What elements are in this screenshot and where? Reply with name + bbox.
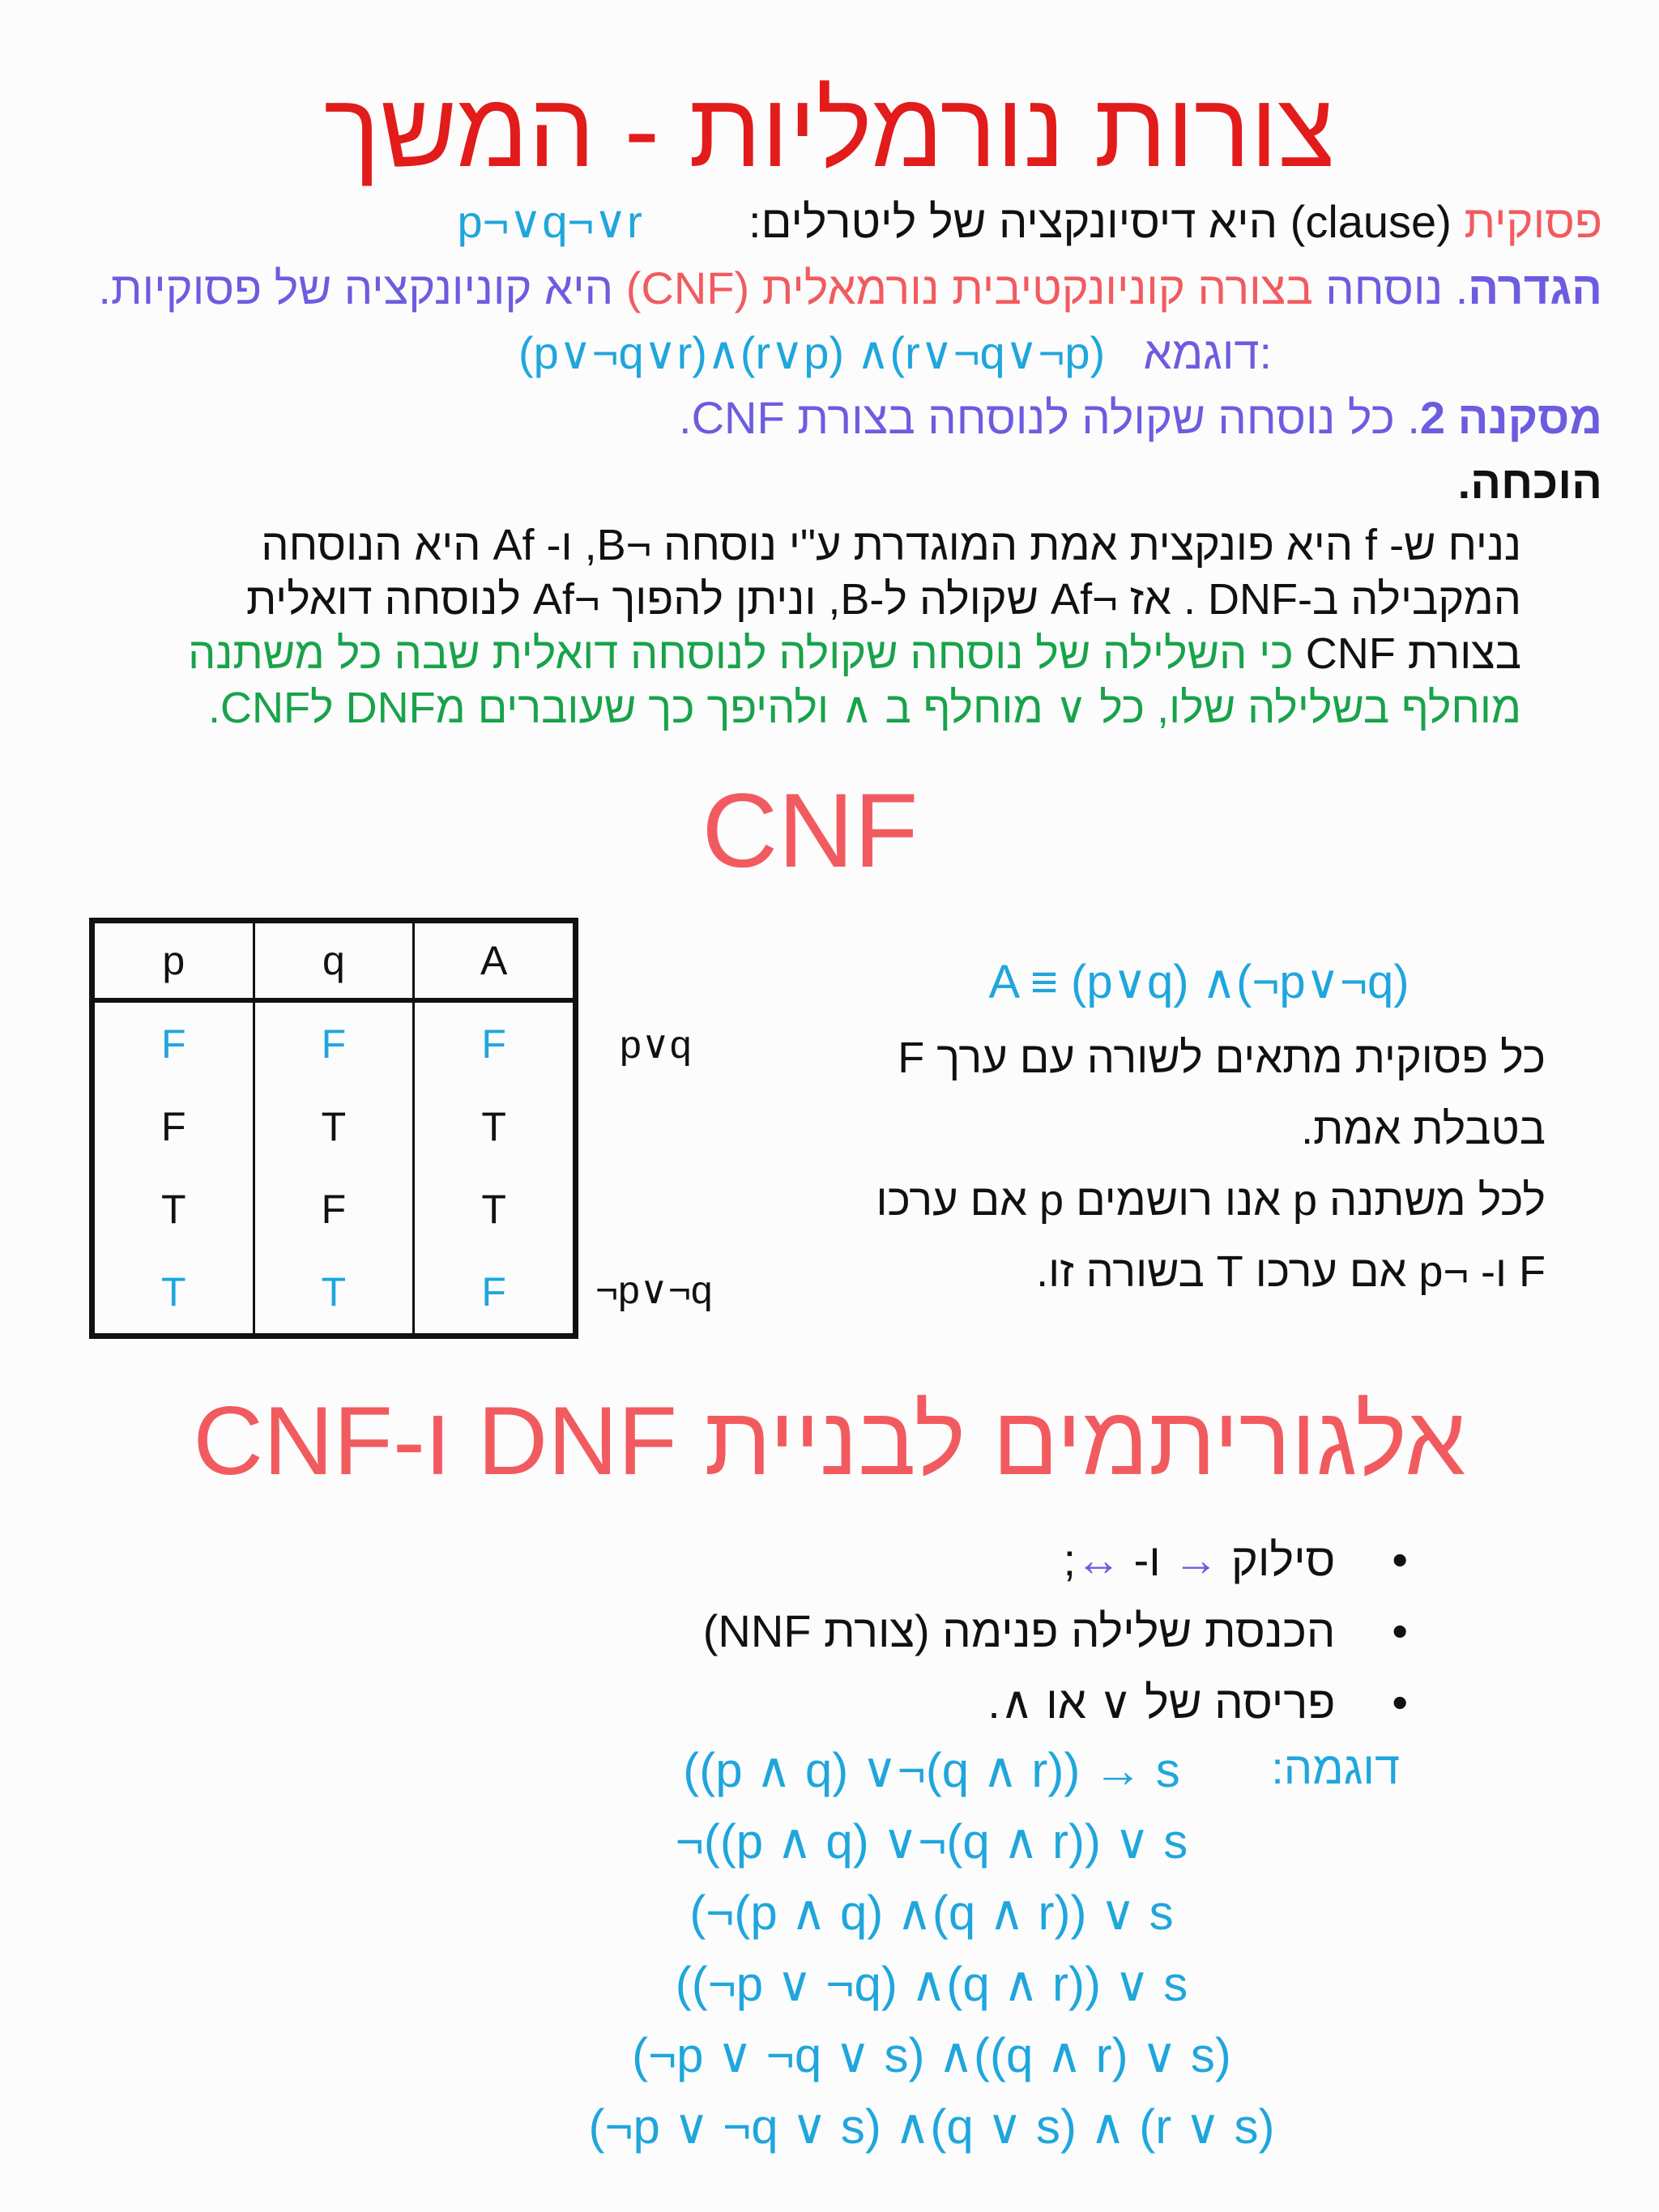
example-step: (¬p ∨ ¬q ∨ s) ∧((q ∧ r) ∨ s) (632, 2028, 1231, 2082)
proof-green-2: מוחלף בשלילה שלו, כל ∨ מוחלף ב ∧ ולהיפך כך שעוברים מDNF לCNF. (207, 684, 1521, 732)
table-cell: T (92, 1168, 254, 1251)
arrow-icon: → (1173, 1534, 1219, 1585)
proof-label: הוכחה. (1457, 457, 1602, 508)
definition-example-formula: (p∨¬q∨r)∧(r∨p) ∧(r∨¬q∨¬p) (518, 327, 1106, 378)
table-row (92, 1000, 576, 1085)
cnf-explanation-line: בטבלת אמת. (1301, 1105, 1546, 1153)
proof-line-2: המקבילה ב-DNF . אז ¬Af שקולה ל-B, וניתן להפוך ¬Af לנוסחה דואלית (245, 575, 1521, 624)
row-clause-4: ¬p∨¬q (595, 1269, 713, 1312)
conclusion-label: מסקנה 2 (1419, 392, 1602, 443)
example-label: דוגמה: (1271, 1742, 1400, 1793)
row-clause-1: p∨q (620, 1024, 692, 1067)
bullet-dot: • (1392, 1534, 1408, 1585)
cnf-explanation-line: F ו- ¬p אם ערכו T בשורה זו. (1036, 1247, 1546, 1296)
conclusion-text: . כל נוסחה שקולה לנוסחה בצורת CNF. (679, 392, 1420, 443)
proof-line-1: נניח ש- f היא פונקצית אמת המוגדרת ע"י נוסחה ¬B, ו- Af היא הנוסחה (261, 521, 1521, 569)
table-cell: F (254, 1168, 414, 1251)
table-header-row (92, 921, 576, 1001)
bullet-list (436, 1524, 1408, 1738)
clause-example: p¬∨q¬∨r (457, 196, 642, 247)
list-item: •סילוק → ו- ↔; (1063, 1534, 1408, 1585)
conclusion-line (468, 390, 1602, 445)
definition-mid: בצורה קוניונקטיבית נורמאלית (CNF) (625, 262, 1313, 313)
clause-term: פסוקית (1464, 196, 1602, 247)
table-cell: F (414, 1000, 576, 1085)
table-cell: T (414, 1085, 576, 1168)
table-row (92, 1251, 576, 1336)
table-cell: T (92, 1251, 254, 1336)
bullet-dot: • (1392, 1605, 1408, 1656)
definition-line (23, 261, 1602, 315)
page-title: צורות נורמליות - המשך (323, 70, 1336, 189)
table-cell: F (414, 1251, 576, 1336)
clause-line (457, 194, 1602, 249)
table-cell: T (254, 1085, 414, 1168)
proof-line-3: בצורת CNF (1305, 629, 1521, 678)
table-cell: T (414, 1168, 576, 1251)
definition-example-label: דוגמא: (1143, 327, 1272, 378)
cnf-explanation-line: כל פסוקית מתאים לשורה עם ערך F (898, 1034, 1546, 1082)
definition-before: . נוסחה (1312, 262, 1469, 313)
bullet-dot: • (1392, 1677, 1408, 1728)
algo-heading: אלגוריתמים לבניית DNF ו-CNF (193, 1387, 1466, 1495)
cnf-heading: CNF (702, 771, 919, 889)
proof-body (144, 518, 1521, 735)
definition-label: הגדרה (1468, 262, 1602, 313)
double-arrow-icon: ↔ (1076, 1534, 1121, 1585)
example-steps (454, 1735, 1410, 2163)
table-cell: F (92, 1085, 254, 1168)
table-cell: F (92, 1000, 254, 1085)
table-row (92, 1168, 576, 1251)
list-item: •פריסה של ∨ או ∧. (987, 1677, 1408, 1728)
truth-table (89, 918, 578, 1339)
cnf-formula: A ≡ (p∨q) ∧(¬p∨¬q) (988, 956, 1410, 1008)
table-row (92, 1085, 576, 1168)
example-step: ((¬p ∨ ¬q) ∧(q ∧ r)) ∨ s (675, 1957, 1188, 2011)
table-header-q: q (254, 921, 414, 1001)
example-step: ¬((p ∧ q) ∨¬(q ∧ r)) ∨ s (675, 1814, 1188, 1869)
definition-example (518, 326, 1272, 380)
example-step: ((p ∧ q) ∨¬(q ∧ r)) → s (683, 1743, 1180, 1797)
example-step: (¬p ∨ ¬q ∨ s) ∧(q ∨ s) ∧ (r ∨ s) (588, 2099, 1275, 2154)
cnf-explanation (736, 1022, 1546, 1307)
cnf-explanation-line: לכל משתנה p אנו רושמים p אם ערכו (876, 1176, 1546, 1225)
proof-green-1: כי השלילה של נוסחה שקולה לנוסחה דואלית שבה כל משתנה (188, 629, 1294, 678)
example-step: (¬(p ∧ q) ∧(q ∧ r)) ∨ s (689, 1886, 1174, 1940)
clause-text: (clause) היא דיסיונקציה של ליטרלים: (748, 196, 1452, 247)
table-cell: T (254, 1251, 414, 1336)
table-cell: F (254, 1000, 414, 1085)
definition-after: היא קוניונקציה של פסוקיות. (98, 262, 626, 313)
table-header-p: p (92, 921, 254, 1001)
table-header-a: A (414, 921, 576, 1001)
list-item: •הכנסת שלילה פנימה (צורת NNF) (702, 1605, 1408, 1656)
